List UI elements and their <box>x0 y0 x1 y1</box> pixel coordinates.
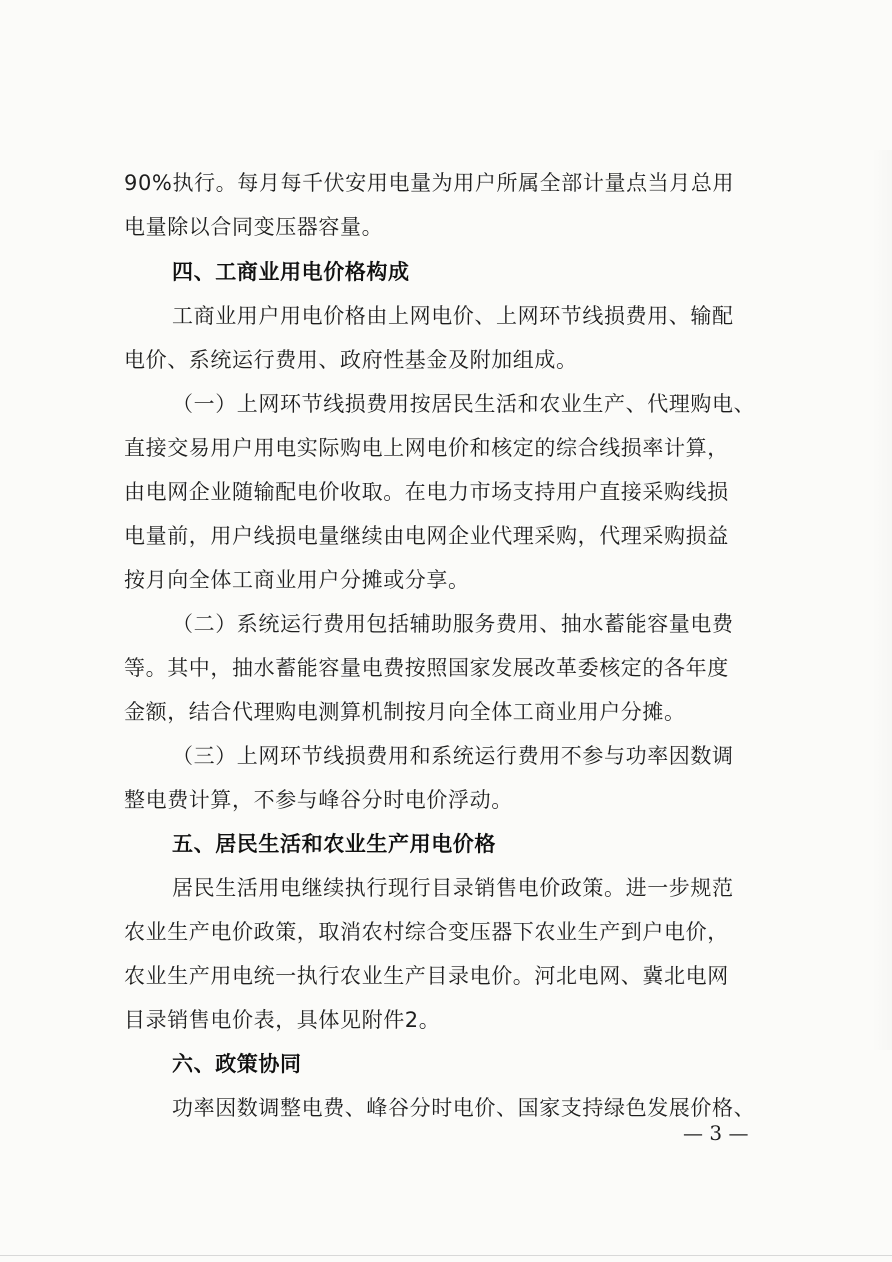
page-bottom-edge <box>0 1255 892 1256</box>
paragraph-start-line: 工商业用户用电价格由上网电价、上网环节线损费用、输配 <box>172 304 734 328</box>
scan-shadow <box>872 150 892 1050</box>
section-heading-6: 六、政策协同 <box>172 1052 302 1076</box>
body-text-line: 由电网企业随输配电价收取。在电力市场支持用户直接采购线损 <box>124 480 729 504</box>
section-heading-5: 五、居民生活和农业生产用电价格 <box>172 832 496 856</box>
body-text-line: 农业生产电价政策，取消农村综合变压器下农业生产到户电价， <box>124 920 729 944</box>
paragraph-start-line: （一）上网环节线损费用按居民生活和农业生产、代理购电、 <box>172 392 756 416</box>
paragraph-start-line: 功率因数调整电费、峰谷分时电价、国家支持绿色发展价格、 <box>172 1096 756 1120</box>
body-text-line: 电量前，用户线损电量继续由电网企业代理采购，代理采购损益 <box>124 524 729 548</box>
body-text-line: 农业生产用电统一执行农业生产目录电价。河北电网、冀北电网 <box>124 964 729 988</box>
paragraph-start-line: （二）系统运行费用包括辅助服务费用、抽水蓄能容量电费 <box>172 612 734 636</box>
paragraph-start-line: （三）上网环节线损费用和系统运行费用不参与功率因数调 <box>172 744 734 768</box>
body-text-line: 金额，结合代理购电测算机制按月向全体工商业用户分摊。 <box>124 700 686 724</box>
body-text-line: 按月向全体工商业用户分摊或分享。 <box>124 568 470 592</box>
body-text-line: 直接交易用户用电实际购电上网电价和核定的综合线损率计算， <box>124 436 729 460</box>
body-text-line: 等。其中，抽水蓄能容量电费按照国家发展改革委核定的各年度 <box>124 656 729 680</box>
body-text-line: 整电费计算，不参与峰谷分时电价浮动。 <box>124 788 513 812</box>
body-text-line: 电价、系统运行费用、政府性基金及附加组成。 <box>124 348 578 372</box>
paragraph-start-line: 居民生活用电继续执行现行目录销售电价政策。进一步规范 <box>172 876 734 900</box>
body-text-line: 90%执行。每月每千伏安用电量为用户所属全部计量点当月总用 <box>124 171 735 195</box>
section-heading-4: 四、工商业用电价格构成 <box>172 260 410 284</box>
body-text-line: 目录销售电价表，具体见附件2。 <box>124 1008 441 1032</box>
page-number: — 3 — <box>683 1121 749 1145</box>
body-text-line: 电量除以合同变压器容量。 <box>124 215 384 239</box>
